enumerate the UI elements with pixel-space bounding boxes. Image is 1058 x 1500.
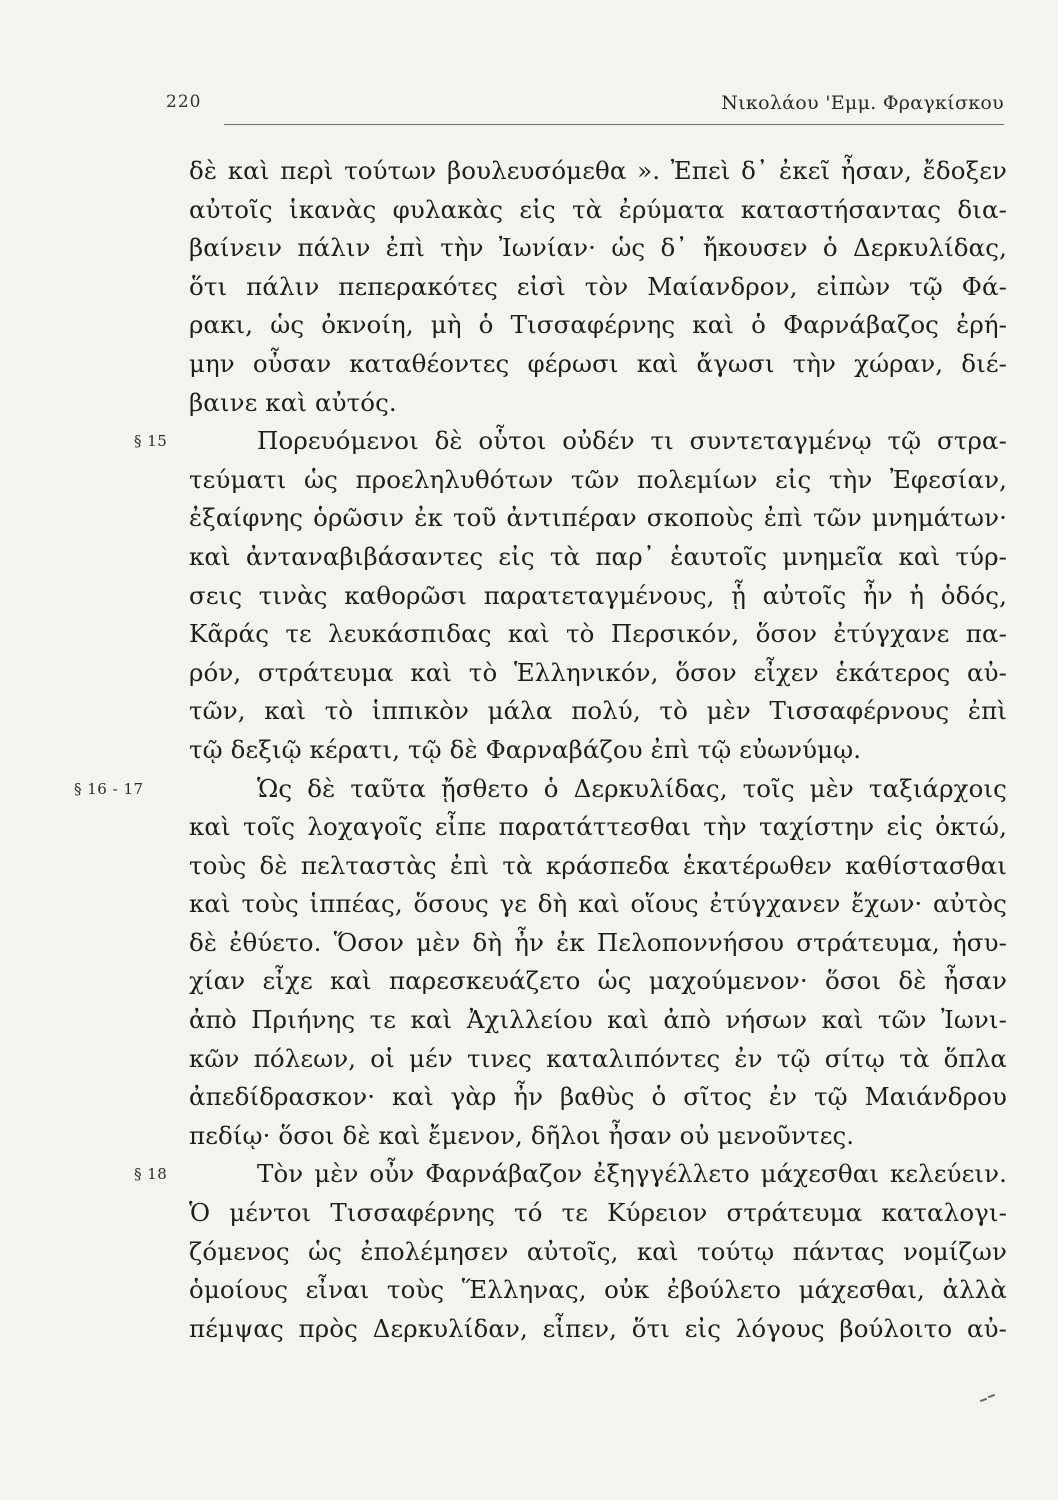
text-line: τῷ δεξιῷ κέρατι, τῷ δὲ Φαρναβάζου ἐπὶ τῷ εὐωνύμῳ.: [189, 734, 862, 764]
text-line: τεύματι ὡς προεληλυθότων τῶν πολεμίων εἰς τὴν Ἐφεσίαν,: [189, 464, 1007, 494]
text-line: Κᾶράς τε λευκάσπιδας καὶ τὸ Περσικόν, ὅσον ἐτύγχανε πα-: [189, 619, 1007, 649]
text-line: καὶ τοῖς λοχαγοῖς εἶπε παρατάττεσθαι τὴν ταχίστην εἰς ὀκτώ,: [189, 812, 1007, 842]
text-line: ζόμενος ὡς ἐπολέμησεν αὐτοῖς, καὶ τούτῳ πάντας νομίζων: [189, 1236, 1007, 1266]
section-marker: § 18: [134, 1165, 168, 1184]
text-line: δὲ καὶ περὶ τούτων βουλευσόμεθα ». Ἐπεὶ δ᾽ ἐκεῖ ἦσαν, ἔδοξεν: [189, 156, 1007, 185]
page-number: 220: [166, 92, 202, 112]
text-line: σεις τινὰς καθορῶσι παρατεταγμένους, ᾗ αὐτοῖς ἦν ἡ ὁδός,: [189, 580, 1007, 610]
text-line: τοὺς δὲ πελταστὰς ἐπὶ τὰ κράσπεδα ἑκατέρωθεν καθίστασθαι: [189, 850, 1007, 880]
text-line: μην οὖσαν καταθέοντες φέρωσι καὶ ἄγωσι τὴν χώραν, διέ-: [189, 348, 1007, 378]
text-line: § 18 Τὸν μὲν οὖν Φαρνάβαζον ἐξηγγέλλετο μάχεσθαι κελεύειν.: [0, 1155, 1058, 1194]
print-speck: [980, 1395, 998, 1405]
running-title: Νικολάου 'Εμμ. Φραγκίσκου: [721, 92, 1004, 114]
text-line: καὶ ἀνταναβιβάσαντες εἰς τὰ παρ᾽ ἑαυτοῖς μνημεῖα καὶ τύρ-: [189, 541, 1007, 571]
text-line: ρόν, στράτευμα καὶ τὸ Ἑλληνικόν, ὅσον εἶχεν ἑκάτερος αὐ-: [189, 657, 1007, 687]
text-line: § 15 Πορευόμενοι δὲ οὗτοι οὐδέν τι συντεταγμένῳ τῷ στρα-: [0, 422, 1058, 461]
body-text: [0, 152, 1058, 1348]
text-line: Ὁ μέντοι Τισσαφέρνης τό τε Κύρειον στράτευμα καταλογι-: [189, 1198, 1007, 1228]
header-rule: [224, 124, 1004, 125]
section-marker: § 16 - 17: [74, 779, 144, 798]
text-line: ρακι, ὡς ὀκνοίη, μὴ ὁ Τισσαφέρνης καὶ ὁ Φαρνάβαζος ἐρή-: [189, 310, 1007, 340]
text-line: ἀπεδίδρασκον· καὶ γὰρ ἦν βαθὺς ὁ σῖτος ἐν τῷ Μαιάνδρου: [189, 1082, 1007, 1112]
text-line: χίαν εἶχε καὶ παρεσκευάζετο ὡς μαχούμενον· ὅσοι δὲ ἦσαν: [189, 966, 1007, 996]
text-line: ἀπὸ Πριήνης τε καὶ Ἀχιλλείου καὶ ἀπὸ νήσων καὶ τῶν Ἰωνι-: [189, 1005, 1007, 1035]
text-line: τῶν, καὶ τὸ ἱππικὸν μάλα πολύ, τὸ μὲν Τισσαφέρνους ἐπὶ: [189, 696, 1007, 726]
text-line: καὶ τοὺς ἱππέας, ὅσους γε δὴ καὶ οἵους ἐτύγχανεν ἔχων· αὐτὸς: [189, 889, 1007, 919]
text-line: πεδίῳ· ὅσοι δὲ καὶ ἔμενον, δῆλοι ἦσαν οὐ μενοῦντες.: [189, 1120, 855, 1150]
text-line: ἐξαίφνης ὁρῶσιν ἐκ τοῦ ἀντιπέραν σκοποὺς ἐπὶ τῶν μνημάτων·: [189, 503, 1007, 533]
text-line: ὅτι πάλιν πεπερακότες εἰσὶ τὸν Μαίανδρον, εἰπὼν τῷ Φά-: [189, 271, 1007, 301]
text-line: βαίνειν πάλιν ἐπὶ τὴν Ἰωνίαν· ὡς δ᾽ ἤκουσεν ὁ Δερκυλίδας,: [189, 233, 1007, 263]
section-marker: § 15: [134, 432, 168, 451]
text-line: § 16 - 17 Ὡς δὲ ταῦτα ᾔσθετο ὁ Δερκυλίδας, τοῖς μὲν ταξιάρχοις: [0, 770, 1058, 809]
text-line: δὲ ἐθύετο. Ὅσον μὲν δὴ ἦν ἐκ Πελοποννήσου στράτευμα, ἡσυ-: [189, 927, 1007, 957]
text-line: ὁμοίους εἶναι τοὺς Ἕλληνας, οὐκ ἐβούλετο μάχεσθαι, ἀλλὰ: [189, 1275, 1007, 1305]
page-header: [166, 92, 1004, 126]
text-line: πέμψας πρὸς Δερκυλίδαν, εἶπεν, ὅτι εἰς λόγους βούλοιτο αὐ-: [189, 1313, 1007, 1343]
text-line: βαινε καὶ αὐτός.: [189, 387, 397, 417]
text-line: αὐτοῖς ἱκανὰς φυλακὰς εἰς τὰ ἐρύματα καταστήσαντας δια-: [189, 194, 1007, 224]
text-line: κῶν πόλεων, οἱ μέν τινες καταλιπόντες ἐν τῷ σίτῳ τὰ ὅπλα: [189, 1043, 1007, 1073]
